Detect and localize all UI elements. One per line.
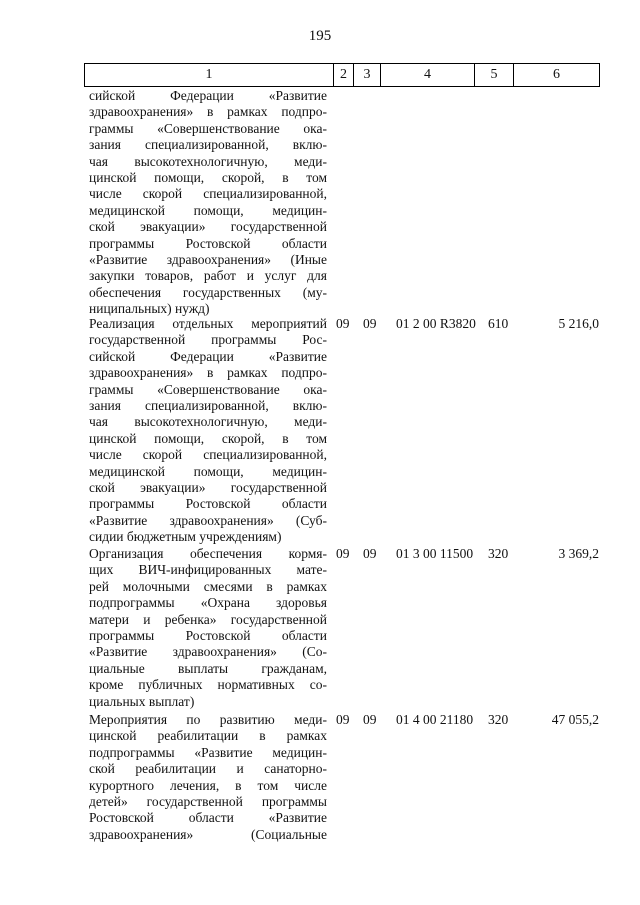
- column-header-6: 6: [553, 67, 560, 82]
- text-line: цинской реабилитации в рамках: [89, 728, 327, 744]
- text-line: программы Ростовской области: [89, 496, 327, 512]
- text-line: ской эвакуации» государственной: [89, 480, 327, 496]
- text-line: зания специализированной, вклю-: [89, 137, 327, 153]
- row-description: [89, 546, 327, 710]
- text-line: подпрограммы «Развитие медицин-: [89, 744, 327, 760]
- text-line: чая высокотехнологичную, меди-: [89, 153, 327, 169]
- text-line: сидии бюджетным учреждениям): [89, 529, 282, 545]
- row-description: [89, 316, 327, 546]
- text-line: «Развитие здравоохранения» (Суб-: [89, 512, 327, 528]
- text-line: здравоохранения» в рамках подпро-: [89, 104, 327, 120]
- page-number: 195: [308, 28, 332, 44]
- text-line: матери и ребенка» государственной: [89, 611, 327, 627]
- text-line: рей молочными смесями в рамках: [89, 578, 327, 594]
- section-code: 09: [336, 546, 350, 561]
- text-line: медицинской помощи, медицин-: [89, 463, 327, 479]
- column-header-1: 1: [85, 64, 334, 86]
- amount-value: 3 369,2: [558, 546, 599, 561]
- text-line: Организация обеспечения кормя-: [89, 546, 327, 561]
- text-line: Реализация отдельных мероприятий: [89, 316, 327, 331]
- text-line: циальных выплат): [89, 693, 195, 709]
- amount-value: 5 216,0: [558, 316, 599, 331]
- text-line: медицинской помощи, медицин-: [89, 202, 327, 218]
- text-line: программы Ростовской области: [89, 235, 327, 251]
- subsection-code: 09: [363, 712, 377, 727]
- text-line: Мероприятия по развитию меди-: [89, 712, 327, 727]
- text-line: закупки товаров, работ и услуг для: [89, 268, 327, 284]
- column-header-4: 4: [381, 64, 475, 86]
- text-line: ской эвакуации» государственной: [89, 219, 327, 235]
- text-line: курортного лечения, в том числе: [89, 777, 327, 793]
- text-line: зания специализированной, вклю-: [89, 398, 327, 414]
- text-line: цинской помощи, скорой, в том: [89, 170, 327, 186]
- continuation-description: [89, 88, 327, 318]
- text-line: ниципальных) нужд): [89, 301, 210, 317]
- column-header-2: 2: [334, 64, 354, 86]
- text-line: программы Ростовской области: [89, 628, 327, 644]
- target-article-code: 01 4 00 21180: [396, 712, 474, 727]
- target-article-code: 01 3 00 11500: [396, 546, 474, 561]
- column-header-3: 3: [354, 64, 381, 86]
- text-line: чая высокотехнологичную, меди-: [89, 414, 327, 430]
- expense-type-code: 610: [488, 316, 509, 331]
- text-line: кроме публичных нормативных со-: [89, 677, 327, 693]
- row-description: [89, 712, 327, 843]
- text-line: граммы «Совершенствование ока-: [89, 120, 327, 136]
- text-line: «Развитие здравоохранения» (Иные: [89, 252, 327, 268]
- table-header: [84, 63, 600, 87]
- text-line: числе скорой специализированной,: [89, 447, 327, 463]
- text-line: подпрограммы «Охрана здоровья: [89, 595, 327, 611]
- text-line: «Развитие здравоохранения» (Со-: [89, 644, 327, 660]
- text-line: детей» государственной программы: [89, 794, 327, 810]
- expense-type-code: 320: [488, 546, 509, 561]
- text-line: здравоохранения» в рамках подпро-: [89, 365, 327, 381]
- text-line: сийской Федерации «Развитие: [89, 88, 327, 103]
- subsection-code: 09: [363, 316, 377, 331]
- text-line: ской реабилитации и санаторно-: [89, 761, 327, 777]
- column-header-5: 5: [475, 64, 514, 86]
- section-code: 09: [336, 316, 350, 331]
- subsection-code: 09: [363, 546, 377, 561]
- text-line: числе скорой специализированной,: [89, 186, 327, 202]
- text-line: щих ВИЧ-инфицированных мате-: [89, 562, 327, 578]
- text-line: граммы «Совершенствование ока-: [89, 381, 327, 397]
- target-article-code: 01 2 00 R3820: [396, 316, 476, 331]
- text-line: здравоохранения» (Социальные: [89, 826, 327, 842]
- text-line: циальные выплаты гражданам,: [89, 660, 327, 676]
- text-line: Ростовской области «Развитие: [89, 810, 327, 826]
- amount-value: 47 055,2: [551, 712, 599, 727]
- section-code: 09: [336, 712, 350, 727]
- expense-type-code: 320: [488, 712, 509, 727]
- text-line: цинской помощи, скорой, в том: [89, 430, 327, 446]
- text-line: государственной программы Рос-: [89, 332, 327, 348]
- text-line: сийской Федерации «Развитие: [89, 348, 327, 364]
- text-line: обеспечения государственных (му-: [89, 284, 327, 300]
